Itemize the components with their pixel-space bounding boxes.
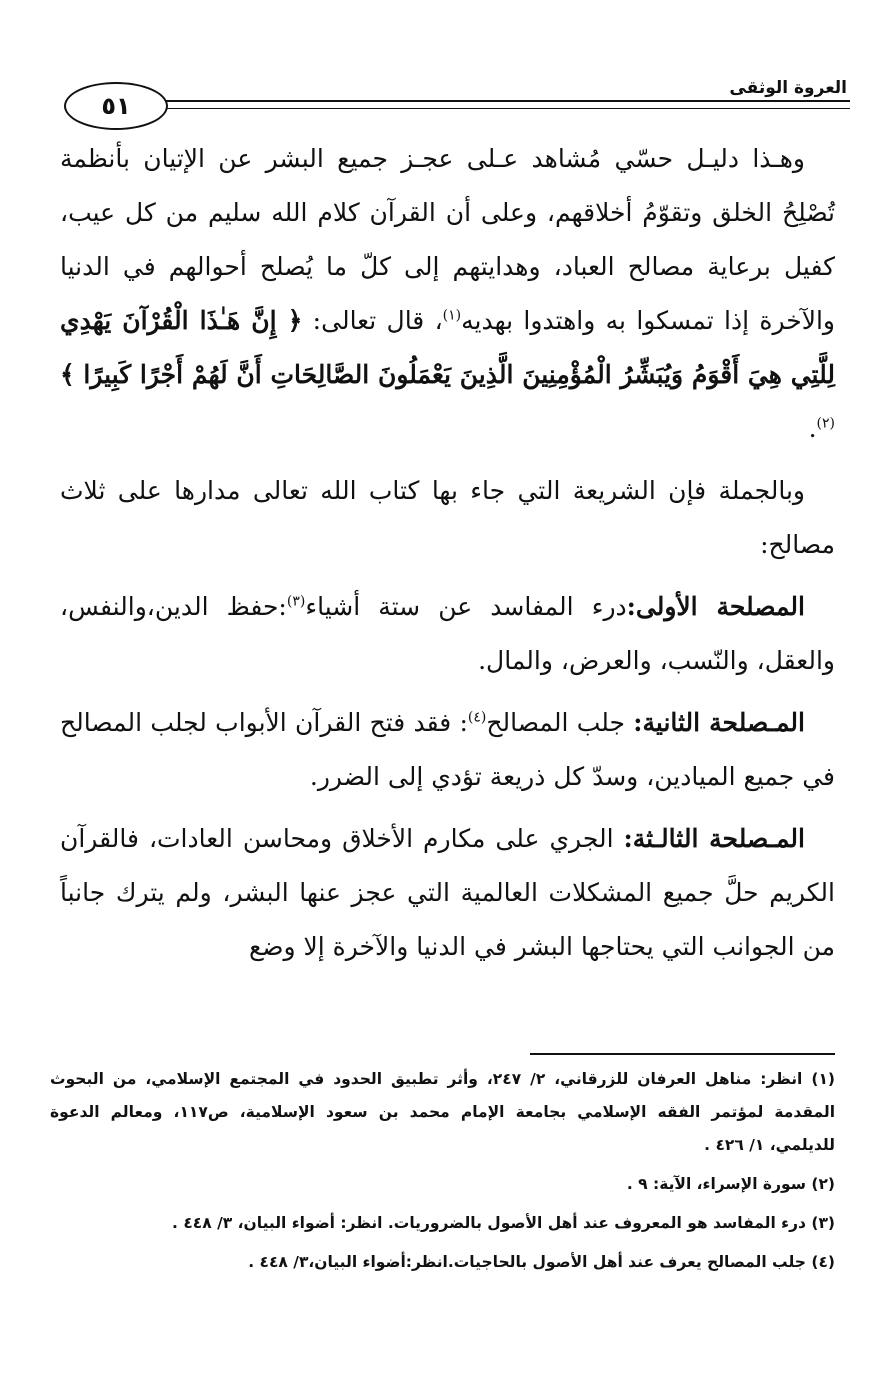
main-text bbox=[60, 132, 835, 982]
footnote-3: (٣) درء المفاسد هو المعروف عند أهل الأصول بالضروريات. انظر: أضواء البيان، ٣/ ٤٤٨ . bbox=[172, 1214, 835, 1232]
paragraph-5-text: الجري على مكارم الأخلاق ومحاسن العادات، فالقرآن الكريم حلَّ جميع المشكلات العالمية التي عجز عنها البشر، ولم يترك جانباً من الجوانب التي يحتاجها البشر في الدنيا والآخرة إلا وضع bbox=[60, 824, 835, 961]
paragraph-3 bbox=[60, 580, 835, 688]
footnote-2: (٢) سورة الإسراء، الآية: ٩ . bbox=[626, 1175, 835, 1193]
header-rule bbox=[150, 100, 850, 109]
footnotes bbox=[50, 1063, 835, 1285]
paragraph-1-text: وهـذا دليـل حسّي مُشاهد عـلى عجـز جميع البشر عن الإتيان بأنظمة تُصْلِحُ الخلق وتقوّمُ أخلاقهم، وعلى أن القرآن كلام الله سليم من كل عيب، كفيل برعاية مصالح العباد، وهدايتهم إلى كلّ ما يُصلح أحوالهم في الدنيا والآخرة إذا تمسكوا به واهتدوا بهديه bbox=[60, 144, 836, 335]
second-interest-heading: المـصلحة الثانية: bbox=[633, 708, 805, 737]
quran-verse: ﴿ إِنَّ هَـٰذَا الْقُرْآنَ يَهْدِي لِلَّتِي هِيَ أَقْوَمُ وَيُبَشِّرُ الْمُؤْمِنِينَ الَّذِينَ يَعْمَلُونَ الصَّالِحَاتِ أَنَّ لَهُمْ أَجْرًا كَبِيرًا ﴾ bbox=[60, 306, 835, 389]
page-number: ٥١ bbox=[64, 82, 168, 130]
paragraph-4-rest: : فقد فتح القرآن الأبواب لجلب المصالح في جميع الميادين، وسدّ كل ذريعة تؤدي إلى الضرر. bbox=[60, 708, 835, 791]
paragraph-2: وبالجملة فإن الشريعة التي جاء بها كتاب الله تعالى مدارها على ثلاث مصالح: bbox=[60, 476, 835, 559]
paragraph-1 bbox=[60, 132, 835, 456]
paragraph-1-end: . bbox=[808, 414, 817, 443]
paragraph-4-text: جلب المصالح bbox=[486, 708, 634, 737]
footnote-1: (١) انظر: مناهل العرفان للزرقاني، ٢/ ٢٤٧، وأثر تطبيق الحدود في المجتمع الإسلامي، من البحوث المقدمة لمؤتمر الفقه الإسلامي بجامعة الإمام محمد بن سعود الإسلامية، ص١١٧، ومعالم الدعوة للديلمي، ١/ ٤٢٦ . bbox=[50, 1070, 836, 1154]
footnote-ref-1: (١) bbox=[442, 307, 462, 324]
footnote-ref-2: (٢) bbox=[816, 415, 835, 432]
first-interest-heading: المصلحة الأولى: bbox=[626, 592, 805, 621]
footnote-ref-4: (٤) bbox=[467, 709, 487, 726]
paragraph-4 bbox=[60, 696, 835, 804]
quote-intro: ، قال تعالى: bbox=[302, 306, 443, 335]
paragraph-3-text: درء المفاسد عن ستة أشياء bbox=[305, 592, 627, 621]
paragraph-3-rest: :حفظ الدين،والنفس، والعقل، والنّسب، والعرض، والمال. bbox=[60, 592, 835, 675]
paragraph-5 bbox=[60, 812, 835, 974]
running-header-title: العروة الوثقى bbox=[729, 78, 847, 98]
third-interest-heading: المـصلحة الثالـثة: bbox=[623, 824, 805, 853]
footnote-separator bbox=[530, 1053, 835, 1055]
footnote-4: (٤) جلب المصالح يعرف عند أهل الأصول بالحاجيات.انظر:أضواء البيان،٣/ ٤٤٨ . bbox=[248, 1253, 835, 1271]
footnote-ref-3: (٣) bbox=[286, 593, 306, 610]
